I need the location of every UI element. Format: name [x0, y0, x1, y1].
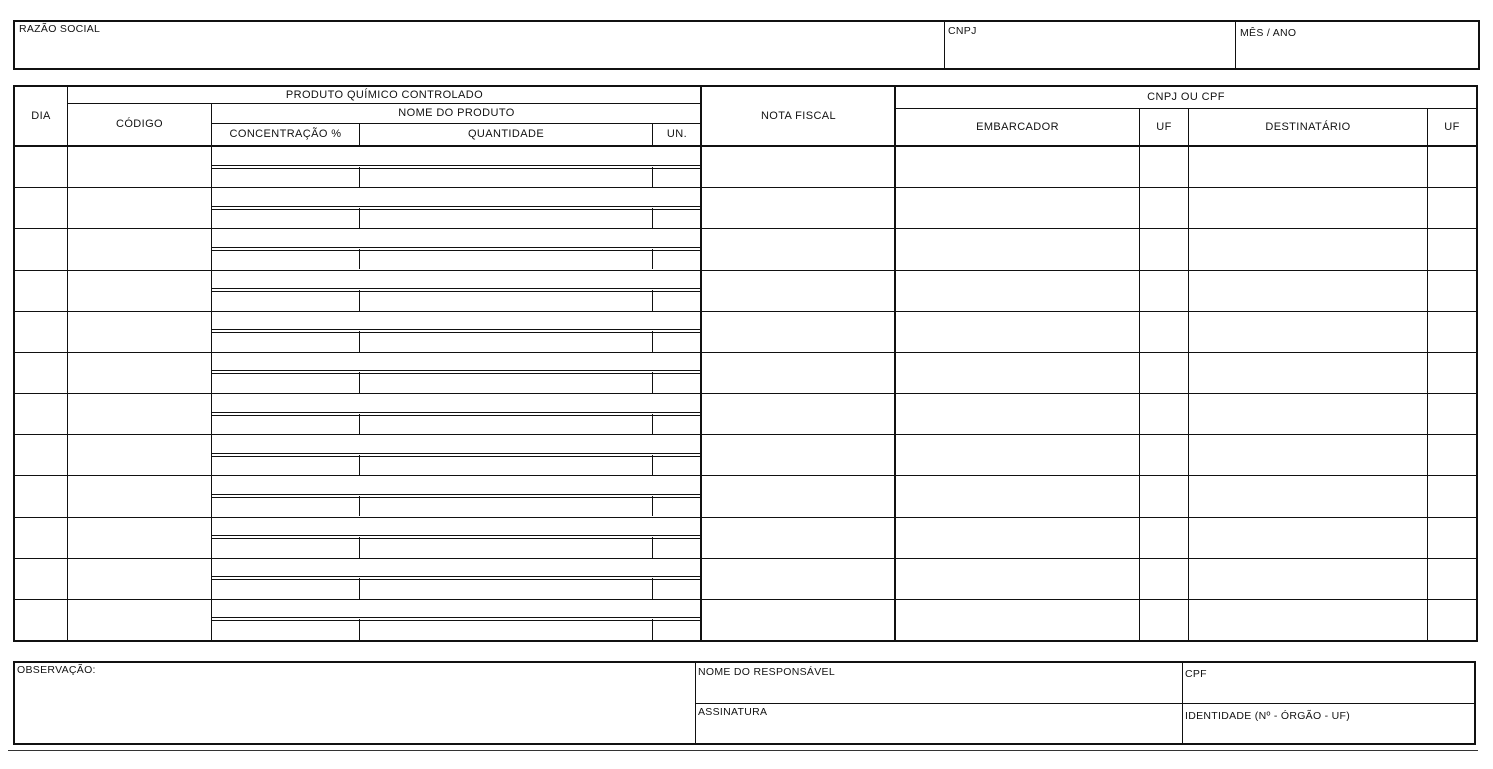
- col-uf2-header: UF: [1444, 120, 1460, 133]
- col-line-concentracao: [359, 123, 360, 145]
- col-codigo-header: CÓDIGO: [115, 117, 163, 130]
- table-row[interactable]: [15, 270, 1476, 311]
- product-name-rule: [212, 165, 701, 166]
- product-name-rule: [212, 247, 701, 248]
- product-name-rule: [212, 494, 701, 495]
- quantidade-cell-line: [652, 455, 653, 476]
- concentracao-cell-line: [359, 414, 360, 435]
- product-name-rule: [212, 168, 701, 169]
- concentracao-cell-line: [359, 496, 360, 517]
- quantidade-cell-line: [652, 414, 653, 435]
- concentracao-cell-line: [359, 290, 360, 311]
- col-line-embarcador: [1139, 108, 1140, 640]
- main-table: [13, 85, 1478, 642]
- product-name-rule: [212, 415, 701, 416]
- product-name-rule: [212, 579, 701, 580]
- concentracao-cell-line: [359, 331, 360, 352]
- concentracao-cell-line: [359, 372, 360, 393]
- quantidade-cell-line: [652, 619, 653, 640]
- table-row[interactable]: [15, 146, 1476, 187]
- cpf-label: CPF: [1185, 668, 1207, 680]
- identidade-label: IDENTIDADE (Nº - ÓRGÃO - UF): [1185, 710, 1351, 722]
- mes-ano-field[interactable]: [1235, 38, 1475, 66]
- product-name-rule: [212, 456, 701, 457]
- observacao-field[interactable]: [15, 676, 691, 742]
- cnpj-ou-cpf-header: CNPJ OU CPF: [1147, 91, 1225, 103]
- nome-produto-header: NOME DO PRODUTO: [398, 106, 515, 119]
- table-row[interactable]: [15, 311, 1476, 352]
- quantidade-cell-line: [652, 537, 653, 558]
- product-name-rule: [212, 538, 701, 539]
- col-destinatario-header: DESTINATÁRIO: [1265, 120, 1351, 133]
- concentracao-cell-line: [359, 208, 360, 229]
- product-name-rule: [212, 373, 701, 374]
- concentracao-cell-line: [359, 249, 360, 270]
- concentracao-cell-line: [359, 167, 360, 188]
- product-name-rule: [212, 209, 701, 210]
- product-name-rule: [212, 329, 701, 330]
- product-name-rule: [212, 206, 701, 207]
- nome-responsavel-label: NOME DO RESPONSÁVEL: [698, 666, 835, 678]
- concentracao-cell-line: [359, 619, 360, 640]
- table-row[interactable]: [15, 475, 1476, 516]
- assinatura-field[interactable]: [696, 716, 1180, 742]
- cnpj-label: CNPJ: [948, 25, 977, 37]
- col-concentracao-header: CONCENTRAÇÃO %: [229, 128, 342, 140]
- mes-ano-label: MÊS / ANO: [1240, 27, 1297, 39]
- col-line-nota-fiscal: [894, 87, 896, 640]
- product-name-rule: [212, 453, 701, 454]
- footer-mid-rule: [695, 703, 1474, 704]
- col-un-header: UN.: [666, 128, 688, 140]
- col-nota-fiscal-header: NOTA FISCAL: [760, 109, 837, 122]
- product-name-rule: [212, 497, 701, 498]
- col-line-uf1: [1188, 108, 1189, 640]
- product-name-rule: [212, 535, 701, 536]
- quantidade-cell-line: [652, 290, 653, 311]
- product-name-rule: [212, 617, 701, 618]
- concentracao-cell-line: [359, 578, 360, 599]
- col-embarcador-header: EMBARCADOR: [976, 120, 1059, 133]
- product-name-rule: [212, 620, 701, 621]
- razao-social-label: RAZÃO SOCIAL: [19, 23, 101, 35]
- quantidade-cell-line: [652, 208, 653, 229]
- table-row[interactable]: [15, 558, 1476, 599]
- col-line-codigo: [211, 103, 212, 640]
- quantidade-cell-line: [652, 331, 653, 352]
- table-row[interactable]: [15, 517, 1476, 558]
- quantidade-cell-line: [652, 249, 653, 270]
- table-rows: [15, 87, 1476, 640]
- quantidade-cell-line: [652, 578, 653, 599]
- product-name-rule: [212, 332, 701, 333]
- col-line-produto: [700, 87, 702, 640]
- table-row[interactable]: [15, 228, 1476, 269]
- table-row[interactable]: [15, 187, 1476, 228]
- product-name-rule: [212, 370, 701, 371]
- product-name-rule: [212, 412, 701, 413]
- product-name-rule: [212, 250, 701, 251]
- cnpj-field[interactable]: [944, 36, 1232, 66]
- page-bottom-rule: [8, 750, 1478, 751]
- razao-social-field[interactable]: [15, 36, 940, 66]
- concentracao-cell-line: [359, 455, 360, 476]
- product-name-rule: [212, 291, 701, 292]
- col-uf1-header: UF: [1156, 120, 1172, 133]
- product-name-rule: [212, 576, 701, 577]
- identidade-field[interactable]: [1183, 720, 1473, 742]
- col-line-destinatario: [1427, 108, 1428, 640]
- observacao-label: OBSERVAÇÃO:: [17, 664, 96, 676]
- col-line-dia: [67, 87, 68, 640]
- table-row[interactable]: [15, 393, 1476, 434]
- quantidade-cell-line: [652, 496, 653, 517]
- table-row[interactable]: [15, 352, 1476, 393]
- quantidade-cell-line: [652, 372, 653, 393]
- quantidade-cell-line: [652, 167, 653, 188]
- assinatura-label: ASSINATURA: [698, 706, 768, 718]
- table-row[interactable]: [15, 599, 1476, 640]
- table-row[interactable]: [15, 434, 1476, 475]
- col-line-quantidade: [652, 123, 653, 145]
- nome-responsavel-field[interactable]: [696, 676, 1180, 700]
- col-dia-header: DIA: [31, 109, 51, 122]
- cpf-field[interactable]: [1183, 678, 1473, 700]
- produto-quimico-header: PRODUTO QUÍMICO CONTROLADO: [285, 88, 484, 101]
- product-name-rule: [212, 288, 701, 289]
- col-quantidade-header: QUANTIDADE: [467, 128, 545, 140]
- concentracao-cell-line: [359, 537, 360, 558]
